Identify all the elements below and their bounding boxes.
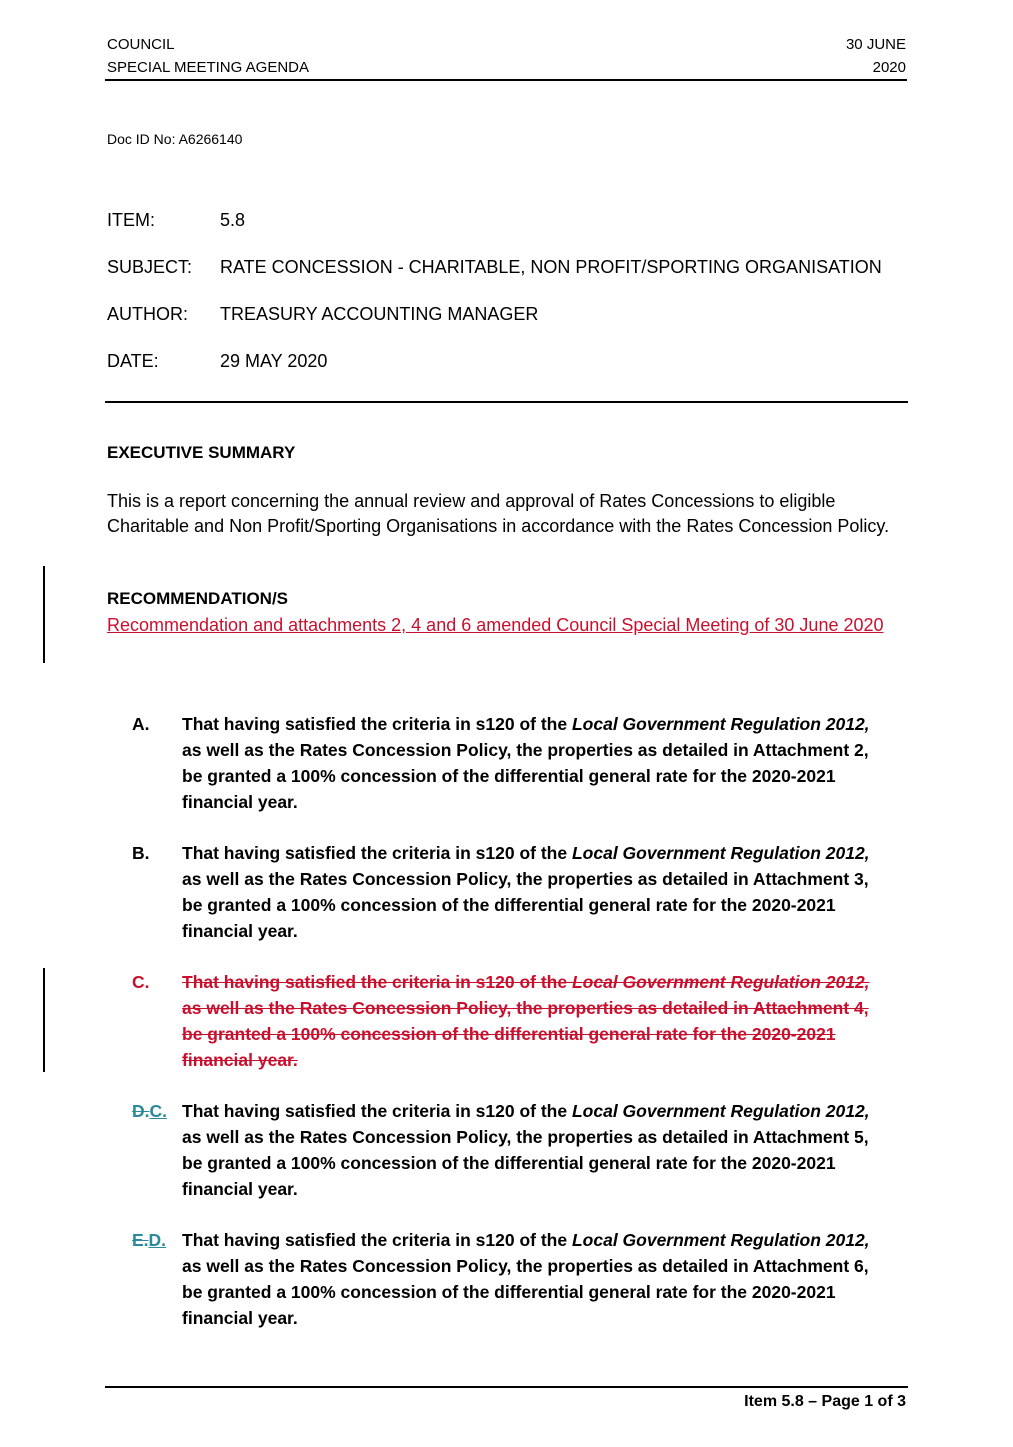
executive-summary-title: EXECUTIVE SUMMARY <box>107 443 296 462</box>
page-label: Item 5.8 – Page 1 of 3 <box>744 1393 906 1410</box>
doc-id: Doc ID No: A6266140 <box>107 131 243 147</box>
new-letter: C. <box>149 1101 167 1121</box>
item-letter: B. <box>132 843 150 863</box>
change-bar <box>43 968 45 1072</box>
item-text-pre: That having satisfied the criteria in s120 of the <box>182 1101 572 1121</box>
item-text <box>182 969 887 1073</box>
item-text-post: as well as the Rates Concession Policy, the properties as detailed in Attachment 3, be granted a 100% concession of the differential general rate for the 2020-2021 financial year. <box>182 869 869 941</box>
date-label: DATE: <box>107 351 159 371</box>
executive-summary-text: This is a report concerning the annual review and approval of Rates Concessions to eligible Charitable and Non Profit/Sporting Organisations in accordance with the Rates Concession Policy. <box>107 491 890 536</box>
header-rule <box>105 79 907 81</box>
recommendation-item-e-renumbered <box>107 1227 887 1331</box>
item-text <box>182 711 887 815</box>
regulation-name: Local Government Regulation 2012, <box>571 1101 870 1121</box>
item-letter <box>132 1227 166 1253</box>
new-letter: D. <box>148 1230 167 1250</box>
author-label: AUTHOR: <box>107 304 188 324</box>
item-value: 5.8 <box>220 210 246 230</box>
recommendation-item-c-deleted <box>107 969 887 1073</box>
council-label: COUNCIL <box>107 36 175 53</box>
item-text-post: as well as the Rates Concession Policy, the properties as detailed in Attachment 6, be granted a 100% concession of the differential general rate for the 2020-2021 financial year. <box>182 1256 869 1328</box>
change-bar <box>43 566 45 663</box>
item-text <box>182 840 887 944</box>
recommendation-item-b <box>107 840 887 944</box>
regulation-name: Local Government Regulation 2012, <box>571 714 870 734</box>
subject-value: RATE CONCESSION - CHARITABLE, NON PROFIT/SPORTING ORGANISATION <box>220 257 882 277</box>
item-letter: C. <box>132 972 150 992</box>
item-letter: A. <box>132 714 150 734</box>
item-text-pre: That having satisfied the criteria in s120 of the <box>182 843 572 863</box>
item-text-pre: That having satisfied the criteria in s120 of the <box>182 1230 572 1250</box>
regulation-name: Local Government Regulation 2012, <box>571 843 870 863</box>
meeting-date-line2: 2020 <box>872 59 906 76</box>
item-text <box>182 1098 887 1202</box>
footer-rule <box>105 1386 908 1388</box>
regulation-name: Local Government Regulation 2012, <box>571 972 870 992</box>
regulation-name: Local Government Regulation 2012, <box>571 1230 870 1250</box>
item-text-post: as well as the Rates Concession Policy, the properties as detailed in Attachment 5, be granted a 100% concession of the differential general rate for the 2020-2021 financial year. <box>182 1127 869 1199</box>
recommendation-item-a <box>107 711 887 815</box>
header-right <box>846 33 906 79</box>
subject-label: SUBJECT: <box>107 257 193 277</box>
recommendation-item-d-renumbered <box>107 1098 887 1202</box>
author-value: TREASURY ACCOUNTING MANAGER <box>220 304 539 324</box>
item-text <box>182 1227 887 1331</box>
old-letter: E. <box>132 1230 149 1250</box>
date-value: 29 MAY 2020 <box>220 351 328 371</box>
recommendations-title: RECOMMENDATION/S <box>107 589 289 608</box>
item-text-post: as well as the Rates Concession Policy, the properties as detailed in Attachment 4, be granted a 100% concession of the differential general rate for the 2020-2021 financial year. <box>182 998 869 1070</box>
old-letter: D. <box>132 1101 150 1121</box>
header-left <box>107 33 309 79</box>
item-text-post: as well as the Rates Concession Policy, the properties as detailed in Attachment 2, be granted a 100% concession of the differential general rate for the 2020-2021 financial year. <box>182 740 869 812</box>
meeting-date-line1: 30 JUNE <box>845 36 906 53</box>
item-label: ITEM: <box>107 210 155 230</box>
meeting-type-label: SPECIAL MEETING AGENDA <box>107 59 309 76</box>
item-text-pre: That having satisfied the criteria in s120 of the <box>182 714 572 734</box>
item-text-pre: That having satisfied the criteria in s120 of the <box>182 972 572 992</box>
meta-rule <box>105 401 908 403</box>
item-letter <box>132 1098 167 1124</box>
amendment-note: Recommendation and attachments 2, 4 and 6 amended Council Special Meeting of 30 June 2020 <box>107 615 884 635</box>
